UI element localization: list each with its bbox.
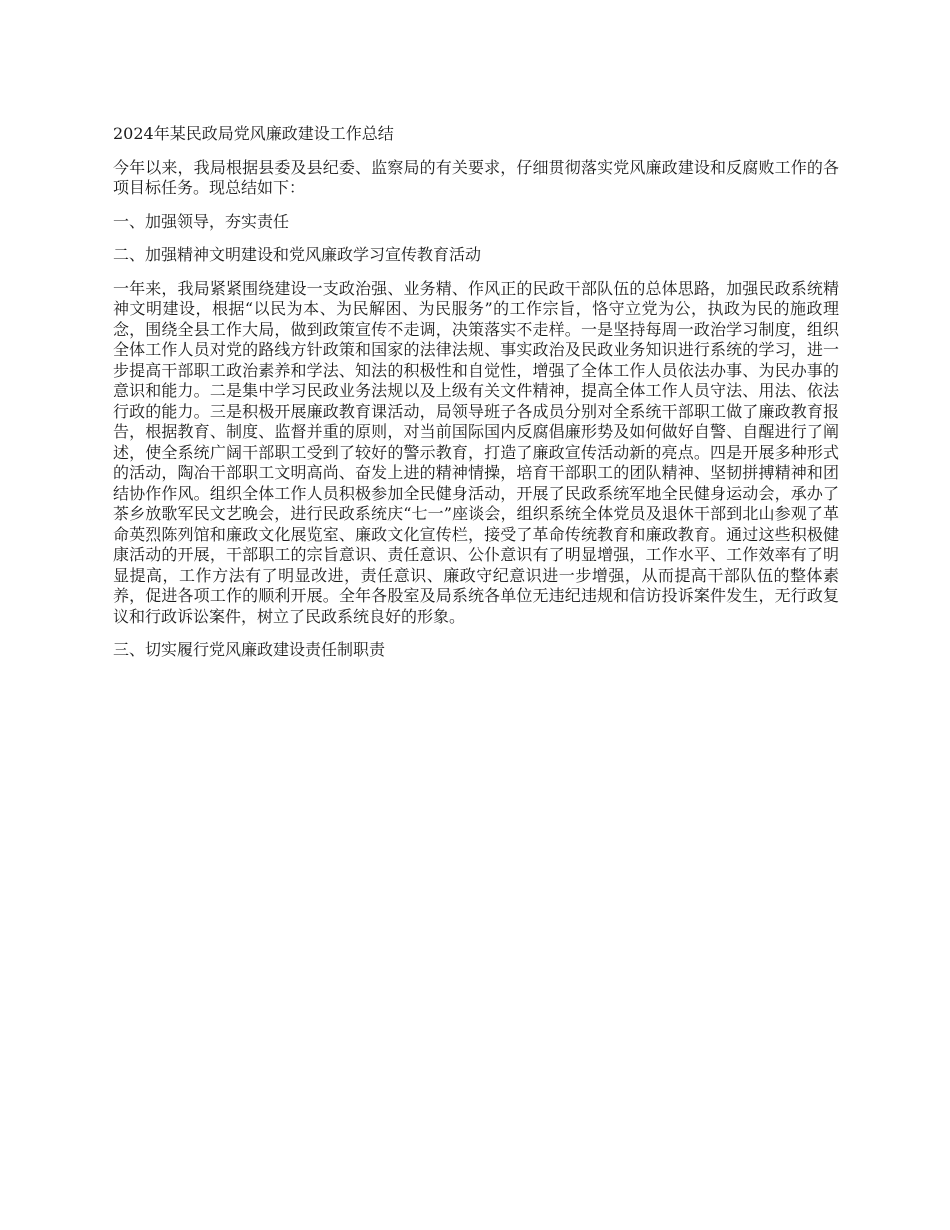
section-1-heading: 一、加强领导，夯实责任	[113, 211, 290, 231]
document-title: 2024年某民政局党风廉政建设工作总结	[113, 124, 394, 143]
section-2-body: 一年来，我局紧紧围绕建设一支政治强、业务精、作风正的民政干部队伍的总体思路，加强民政系统精神文明建设，根据“以民为本、为民解困、为民服务”的工作宗旨，恪守立党为公，执政为民的施政理念，围绕全县工作大局，做到政策宣传不走调，决策落实不走样。一是坚持每周一政治学习制度，组织全体工作人员对党的路线方针政策和国家的法律法规、事实政治及民政业务知识进行系统的学习，进一步提高干部职工政治素养和学法、知法的积极性和自觉性，增强了全体工作人员依法办事、为民办事的意识和能力。二是集中学习民政业务法规以及上级有关文件精神，提高全体工作人员守法、用法、依法行政的能力。三是积极开展廉政教育课活动，局领导班子各成员分别对全系统干部职工做了廉政教育报告，根据教育、制度、监督并重的原则，对当前国际国内反腐倡廉形势及如何做好自警、自醒进行了阐述，使全系统广阔干部职工受到了较好的警示教育，打造了廉政宣传活动新的亮点。四是开展多种形式的活动，陶冶干部职工文明高尚、奋发上进的精神情操，培育干部职工的团队精神、坚韧拼搏精神和团结协作作风。组织全体工作人员积极参加全民健身活动，开展了民政系统军地全民健身运动会，承办了茶乡放歌军民文艺晚会，进行民政系统庆“七一”座谈会，组织系统全体党员及退休干部到北山参观了革命英烈陈列馆和廉政文化展览室、廉政文化宣传栏，接受了革命传统教育和廉政教育。通过这些积极健康活动的开展，干部职工的宗旨意识、责任意识、公仆意识有了明显增强，工作水平、工作效率有了明显提高，工作方法有了明显改进，责任意识、廉政守纪意识进一步增强，从而提高干部队伍的整体素养，促进各项工作的顺利开展。全年各股室及局系统各单位无违纪违规和信访投诉案件发生，无行政复议和行政诉讼案件，树立了民政系统良好的形象。	[113, 278, 839, 626]
document-page	[113, 124, 839, 674]
section-3-heading: 三、切实履行党风廉政建设责任制职责	[113, 640, 386, 659]
intro-paragraph: 今年以来，我局根据县委及县纪委、监察局的有关要求，仔细贯彻落实党风廉政建设和反腐败工作的各项目标任务。现总结如下：	[113, 157, 839, 197]
section-2-heading: 二、加强精神文明建设和党风廉政学习宣传教育活动	[113, 245, 482, 264]
